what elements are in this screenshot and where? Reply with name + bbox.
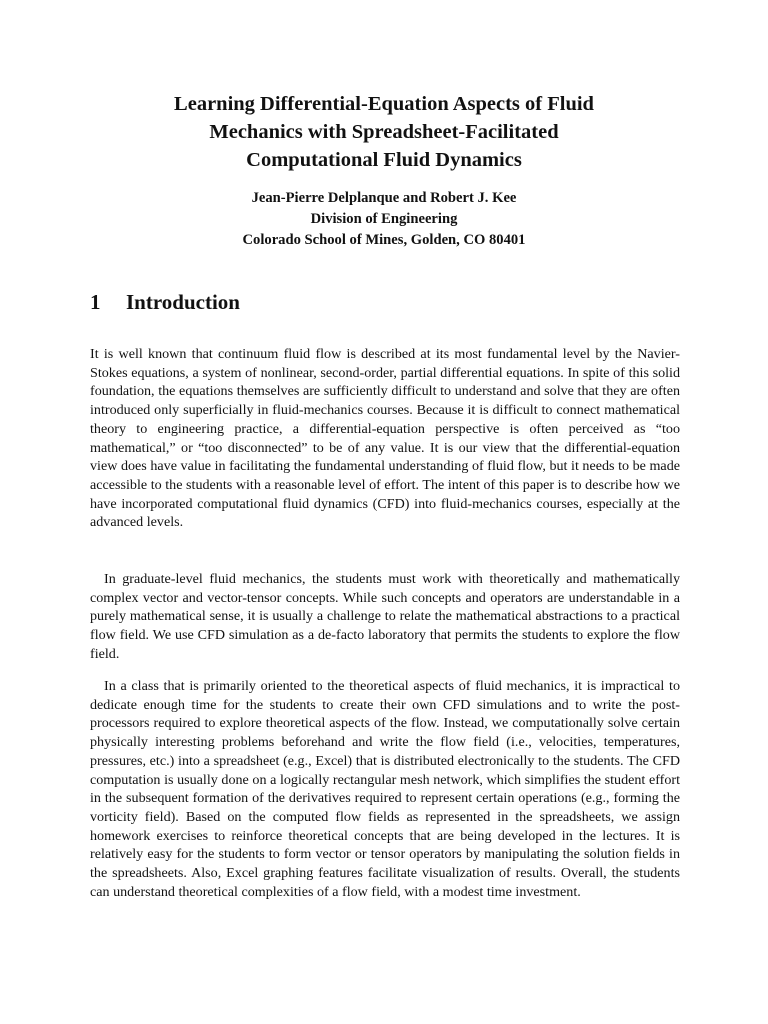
paragraph: In a class that is primarily oriented to the theoretical aspects of fluid mechanics, it is impractical to dedicate enough time for the students to create their own CFD simulations and to write the post-processors required to explore theoretical aspects of the flow. Instead, we computationally solve certain physically interesting problems beforehand and write the flow field (i.e., velocities, temperatures, pressures, etc.) into a spreadsheet (e.g., Excel) that is distributed electronically to the students. The CFD computation is usually done on a logically rectangular mesh network, which simplifies the student effort in the subsequent formation of the derivatives required to represent certain operations (e.g., forming the vorticity field). Based on the computed flow fields as represented in the spreadsheets, we assign homework exercises to reinforce theoretical concepts that are being developed in the lectures. It is relatively easy for the students to form vector or tensor operators by manipulating the solution fields in the spreadsheets. Also, Excel graphing features facilitate visualization of results. Overall, the students can understand theoretical complexities of a flow field, with a modest time investment. [90, 678, 680, 900]
title-line: Mechanics with Spreadsheet-Facilitated [209, 121, 559, 143]
author-affiliation: Colorado School of Mines, Golden, CO 80401 [242, 232, 526, 248]
paragraph: In graduate-level fluid mechanics, the students must work with theoretically and mathematically complex vector and vector-tensor concepts. While such concepts and operators are understandable in a purely mathematical sense, it is usually a challenge to relate the mathematical abstractions to a practical flow field. We use CFD simulation as a de-facto laboratory that permits the students to explore the flow field. [90, 571, 680, 662]
section-title: Introduction [126, 290, 240, 314]
paper-title [60, 90, 708, 174]
section-heading [90, 288, 240, 316]
author-block [60, 188, 708, 251]
paragraph: It is well known that continuum fluid flow is described at its most fundamental level by the Navier-Stokes equations, a system of nonlinear, second-order, partial differential equations. In spite of this solid foundation, the equations themselves are sufficiently difficult to understand and solve that they are often introduced only superficially in fluid-mechanics courses. Because it is difficult to connect mathematical theory to engineering practice, a differential-equation perspective is often perceived as “too mathematical,” or “too disconnected” to be of any value. It is our view that the differential-equation view does have value in facilitating the fundamental understanding of fluid flow, but it needs to be made accessible to the students with a reasonable level of effort. The intent of this paper is to describe how we have incorporated computational fluid dynamics (CFD) into fluid-mechanics courses, especially at the advanced levels. [90, 346, 680, 531]
title-line: Learning Differential-Equation Aspects of Fluid [174, 93, 594, 115]
author-division: Division of Engineering [310, 211, 458, 227]
title-line: Computational Fluid Dynamics [246, 149, 522, 171]
section-number: 1 [90, 290, 101, 314]
author-names: Jean-Pierre Delplanque and Robert J. Kee [251, 190, 517, 206]
